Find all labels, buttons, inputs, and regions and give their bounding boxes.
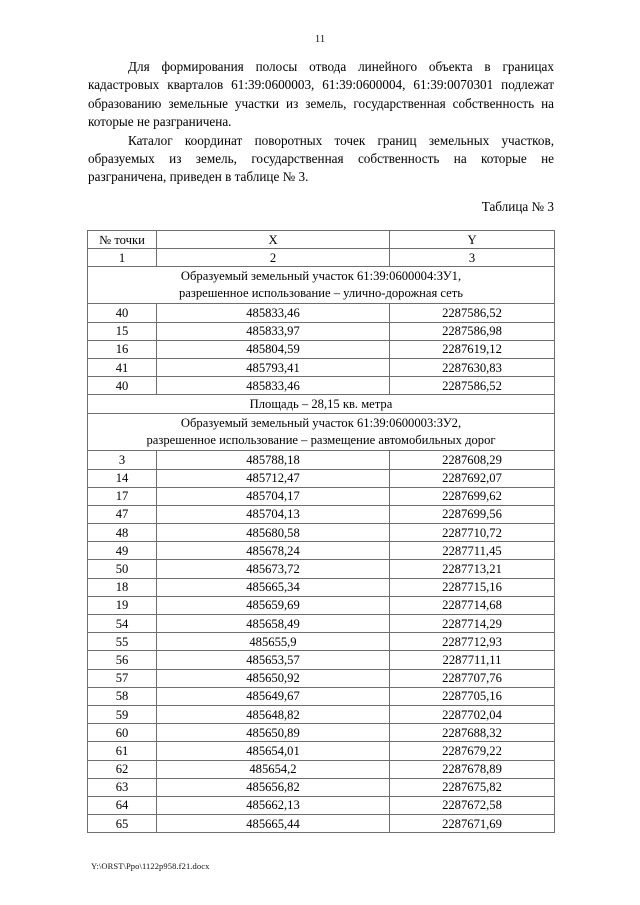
section-title-cell bbox=[88, 267, 555, 304]
cell-y-coordinate: 2287619,12 bbox=[390, 340, 555, 358]
section-area-cell: Площадь – 28,15 кв. метра bbox=[88, 395, 555, 414]
cell-y-coordinate: 2287678,89 bbox=[390, 760, 555, 778]
cell-y-coordinate: 2287714,29 bbox=[390, 615, 555, 633]
table-row bbox=[88, 487, 555, 505]
cell-x-coordinate: 485650,92 bbox=[157, 669, 390, 687]
cell-point-number: 41 bbox=[88, 358, 157, 376]
table-row bbox=[88, 377, 555, 395]
section-title-row bbox=[88, 414, 555, 451]
table-row bbox=[88, 705, 555, 723]
cell-x-coordinate: 485833,46 bbox=[157, 377, 390, 395]
table-row bbox=[88, 687, 555, 705]
section-area-row bbox=[88, 395, 555, 414]
cell-x-coordinate: 485658,49 bbox=[157, 615, 390, 633]
cell-x-coordinate: 485654,01 bbox=[157, 742, 390, 760]
cell-x-coordinate: 485678,24 bbox=[157, 542, 390, 560]
cell-point-number: 48 bbox=[88, 524, 157, 542]
cell-x-coordinate: 485804,59 bbox=[157, 340, 390, 358]
table-row bbox=[88, 322, 555, 340]
cell-x-coordinate: 485665,34 bbox=[157, 578, 390, 596]
cell-y-coordinate: 2287679,22 bbox=[390, 742, 555, 760]
cell-point-number: 49 bbox=[88, 542, 157, 560]
cell-point-number: 65 bbox=[88, 815, 157, 833]
cell-x-coordinate: 485833,46 bbox=[157, 304, 390, 322]
cell-point-number: 60 bbox=[88, 724, 157, 742]
cell-point-number: 63 bbox=[88, 778, 157, 796]
cell-x-coordinate: 485653,57 bbox=[157, 651, 390, 669]
column-number-2: 3 bbox=[390, 249, 555, 267]
table-row bbox=[88, 542, 555, 560]
cell-y-coordinate: 2287675,82 bbox=[390, 778, 555, 796]
cell-point-number: 56 bbox=[88, 651, 157, 669]
cell-point-number: 64 bbox=[88, 796, 157, 814]
cell-point-number: 61 bbox=[88, 742, 157, 760]
cell-point-number: 55 bbox=[88, 633, 157, 651]
cell-y-coordinate: 2287711,11 bbox=[390, 651, 555, 669]
column-header-1: X bbox=[157, 231, 390, 249]
table-row bbox=[88, 796, 555, 814]
column-header-2: Y bbox=[390, 231, 555, 249]
section-title-line-2: разрешенное использование – размещение автомобильных дорог bbox=[146, 432, 496, 447]
cell-y-coordinate: 2287630,83 bbox=[390, 358, 555, 376]
table-row bbox=[88, 469, 555, 487]
paragraph-1: Для формирования полосы отвода линейного объекта в границах кадастровых кварталов 61:39:0600003, 61:39:0600004, 61:39:0070301 подлежат образованию земельные участки из земель, государственная собственность на которые не разграничена. bbox=[88, 59, 554, 130]
cell-point-number: 40 bbox=[88, 304, 157, 322]
cell-y-coordinate: 2287715,16 bbox=[390, 578, 555, 596]
column-number-0: 1 bbox=[88, 249, 157, 267]
cell-x-coordinate: 485704,17 bbox=[157, 487, 390, 505]
cell-point-number: 62 bbox=[88, 760, 157, 778]
cell-point-number: 59 bbox=[88, 705, 157, 723]
cell-x-coordinate: 485833,97 bbox=[157, 322, 390, 340]
coordinates-table bbox=[87, 230, 555, 833]
cell-x-coordinate: 485654,2 bbox=[157, 760, 390, 778]
cell-point-number: 40 bbox=[88, 377, 157, 395]
cell-y-coordinate: 2287707,76 bbox=[390, 669, 555, 687]
cell-point-number: 54 bbox=[88, 615, 157, 633]
cell-y-coordinate: 2287705,16 bbox=[390, 687, 555, 705]
cell-y-coordinate: 2287710,72 bbox=[390, 524, 555, 542]
cell-y-coordinate: 2287586,52 bbox=[390, 304, 555, 322]
cell-y-coordinate: 2287608,29 bbox=[390, 451, 555, 469]
table-caption: Таблица № 3 bbox=[481, 199, 554, 214]
table-row bbox=[88, 615, 555, 633]
cell-x-coordinate: 485662,13 bbox=[157, 796, 390, 814]
table-row bbox=[88, 669, 555, 687]
cell-point-number: 19 bbox=[88, 596, 157, 614]
cell-point-number: 18 bbox=[88, 578, 157, 596]
cell-y-coordinate: 2287699,62 bbox=[390, 487, 555, 505]
cell-x-coordinate: 485680,58 bbox=[157, 524, 390, 542]
table-row bbox=[88, 451, 555, 469]
table-row bbox=[88, 724, 555, 742]
cell-y-coordinate: 2287702,04 bbox=[390, 705, 555, 723]
cell-x-coordinate: 485659,69 bbox=[157, 596, 390, 614]
cell-y-coordinate: 2287713,21 bbox=[390, 560, 555, 578]
section-title-cell bbox=[88, 414, 555, 451]
table-row bbox=[88, 633, 555, 651]
cell-point-number: 57 bbox=[88, 669, 157, 687]
cell-point-number: 3 bbox=[88, 451, 157, 469]
cell-x-coordinate: 485704,13 bbox=[157, 505, 390, 523]
table-row bbox=[88, 358, 555, 376]
cell-x-coordinate: 485665,44 bbox=[157, 815, 390, 833]
table-row bbox=[88, 304, 555, 322]
paragraph-2: Каталог координат поворотных точек границ земельных участков, образуемых из земель, государственная собственность на которые не разграничена, приведен в таблице № 3. bbox=[88, 132, 554, 185]
table-row bbox=[88, 778, 555, 796]
cell-y-coordinate: 2287688,32 bbox=[390, 724, 555, 742]
table-row bbox=[88, 578, 555, 596]
cell-x-coordinate: 485648,82 bbox=[157, 705, 390, 723]
cell-y-coordinate: 2287671,69 bbox=[390, 815, 555, 833]
cell-x-coordinate: 485673,72 bbox=[157, 560, 390, 578]
cell-x-coordinate: 485793,41 bbox=[157, 358, 390, 376]
cell-point-number: 47 bbox=[88, 505, 157, 523]
cell-point-number: 50 bbox=[88, 560, 157, 578]
cell-y-coordinate: 2287714,68 bbox=[390, 596, 555, 614]
table-row bbox=[88, 815, 555, 833]
section-title-line-1: Образуемый земельный участок 61:39:0600004:ЗУ1, bbox=[180, 269, 462, 284]
table-row bbox=[88, 505, 555, 523]
page-number: 11 bbox=[314, 33, 326, 45]
table-row bbox=[88, 742, 555, 760]
body-text-block bbox=[88, 58, 554, 187]
cell-x-coordinate: 485650,89 bbox=[157, 724, 390, 742]
column-number-row bbox=[88, 249, 555, 267]
column-number-1: 2 bbox=[157, 249, 390, 267]
cell-point-number: 17 bbox=[88, 487, 157, 505]
cell-y-coordinate: 2287712,93 bbox=[390, 633, 555, 651]
cell-point-number: 14 bbox=[88, 469, 157, 487]
cell-y-coordinate: 2287692,07 bbox=[390, 469, 555, 487]
cell-y-coordinate: 2287699,56 bbox=[390, 505, 555, 523]
cell-point-number: 15 bbox=[88, 322, 157, 340]
cell-x-coordinate: 485655,9 bbox=[157, 633, 390, 651]
section-title-line-1: Образуемый земельный участок 61:39:0600003:ЗУ2, bbox=[180, 416, 462, 431]
footer-file-path: Y:\ORST\Ppo\1122p958.f21.docx bbox=[91, 861, 210, 871]
cell-y-coordinate: 2287672,58 bbox=[390, 796, 555, 814]
section-title-row bbox=[88, 267, 555, 304]
cell-x-coordinate: 485788,18 bbox=[157, 451, 390, 469]
table-row bbox=[88, 524, 555, 542]
cell-y-coordinate: 2287586,98 bbox=[390, 322, 555, 340]
table-row bbox=[88, 340, 555, 358]
table-header-row bbox=[88, 231, 555, 249]
section-title-line-2: разрешенное использование – улично-дорожная сеть bbox=[178, 285, 464, 300]
table-row bbox=[88, 560, 555, 578]
table-row bbox=[88, 760, 555, 778]
cell-point-number: 16 bbox=[88, 340, 157, 358]
cell-x-coordinate: 485656,82 bbox=[157, 778, 390, 796]
cell-x-coordinate: 485712,47 bbox=[157, 469, 390, 487]
cell-point-number: 58 bbox=[88, 687, 157, 705]
column-header-0: № точки bbox=[88, 231, 157, 249]
cell-x-coordinate: 485649,67 bbox=[157, 687, 390, 705]
cell-y-coordinate: 2287711,45 bbox=[390, 542, 555, 560]
cell-y-coordinate: 2287586,52 bbox=[390, 377, 555, 395]
table-row bbox=[88, 596, 555, 614]
table-row bbox=[88, 651, 555, 669]
